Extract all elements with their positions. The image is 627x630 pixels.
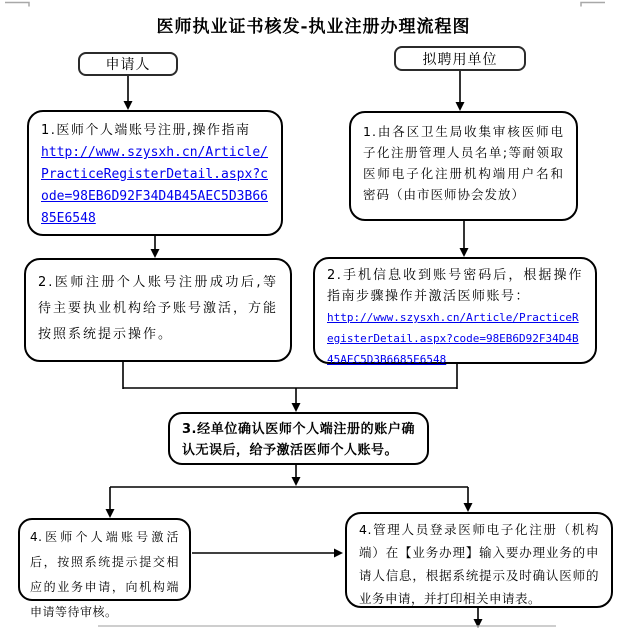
flow-box-employer-step2 — [313, 257, 597, 364]
flow-box-applicant-step1 — [27, 110, 283, 236]
applicant-step1-guide-link[interactable]: http://www.szysxh.cn/Article/PracticeRegisterDetail.aspx?code=98EB6D92F34D4B45AEC5D3B6685E6548 — [41, 145, 268, 226]
employer-step2-guide-link[interactable]: http://www.szysxh.cn/Article/PracticeRegisterDetail.aspx?code=98EB6D92F34D4B45AEC5D3B6685E6548 — [327, 311, 579, 366]
employer-step2-text: 2.手机信息收到账号密码后，根据操作指南步骤操作并激活医师账号： — [327, 268, 583, 304]
flow-box-employer-step4 — [345, 512, 613, 608]
lane-label-applicant — [78, 52, 178, 76]
flow-box-applicant-step2 — [24, 258, 292, 362]
confirm-step3-text: 3.经单位确认医师个人端注册的账户确认无误后，给予激活医师个人账号。 — [182, 422, 415, 458]
lane-label-employer-text: 拟聘用单位 — [422, 51, 498, 68]
applicant-step2-text: 2.医师注册个人账号注册成功后,等待主要执业机构给予账号激活，方能按照系统提示操作。 — [38, 275, 279, 342]
applicant-step4-text: 4.医师个人端账号激活后，按照系统提示提交相应的业务申请，向机构端申请等待审核。 — [30, 530, 179, 619]
flow-box-applicant-step4 — [18, 518, 191, 619]
page-corner-marks — [5, 3, 605, 7]
employer-step4-text: 4.管理人员登录医师电子化注册（机构端）在【业务办理】输入要办理业务的申请人信息，根据系统提示及时确认医师的业务申请，并打印相关申请表。 — [359, 522, 599, 606]
flow-box-employer-step1 — [349, 111, 578, 221]
applicant-step1-text: 1.医师个人端账号注册,操作指南 — [41, 123, 251, 138]
flow-box-confirm-step3 — [168, 412, 429, 465]
lane-label-applicant-text: 申请人 — [105, 57, 151, 73]
employer-step1-text: 1.由各区卫生局收集审核医师电子化注册管理人员名单;等耐领取医师电子化注册机构端用户名和密码（由市医师协会发放） — [363, 124, 564, 202]
lane-label-employer — [394, 46, 526, 71]
page-title: 医师执业证书核发-执业注册办理流程图 — [156, 17, 471, 37]
